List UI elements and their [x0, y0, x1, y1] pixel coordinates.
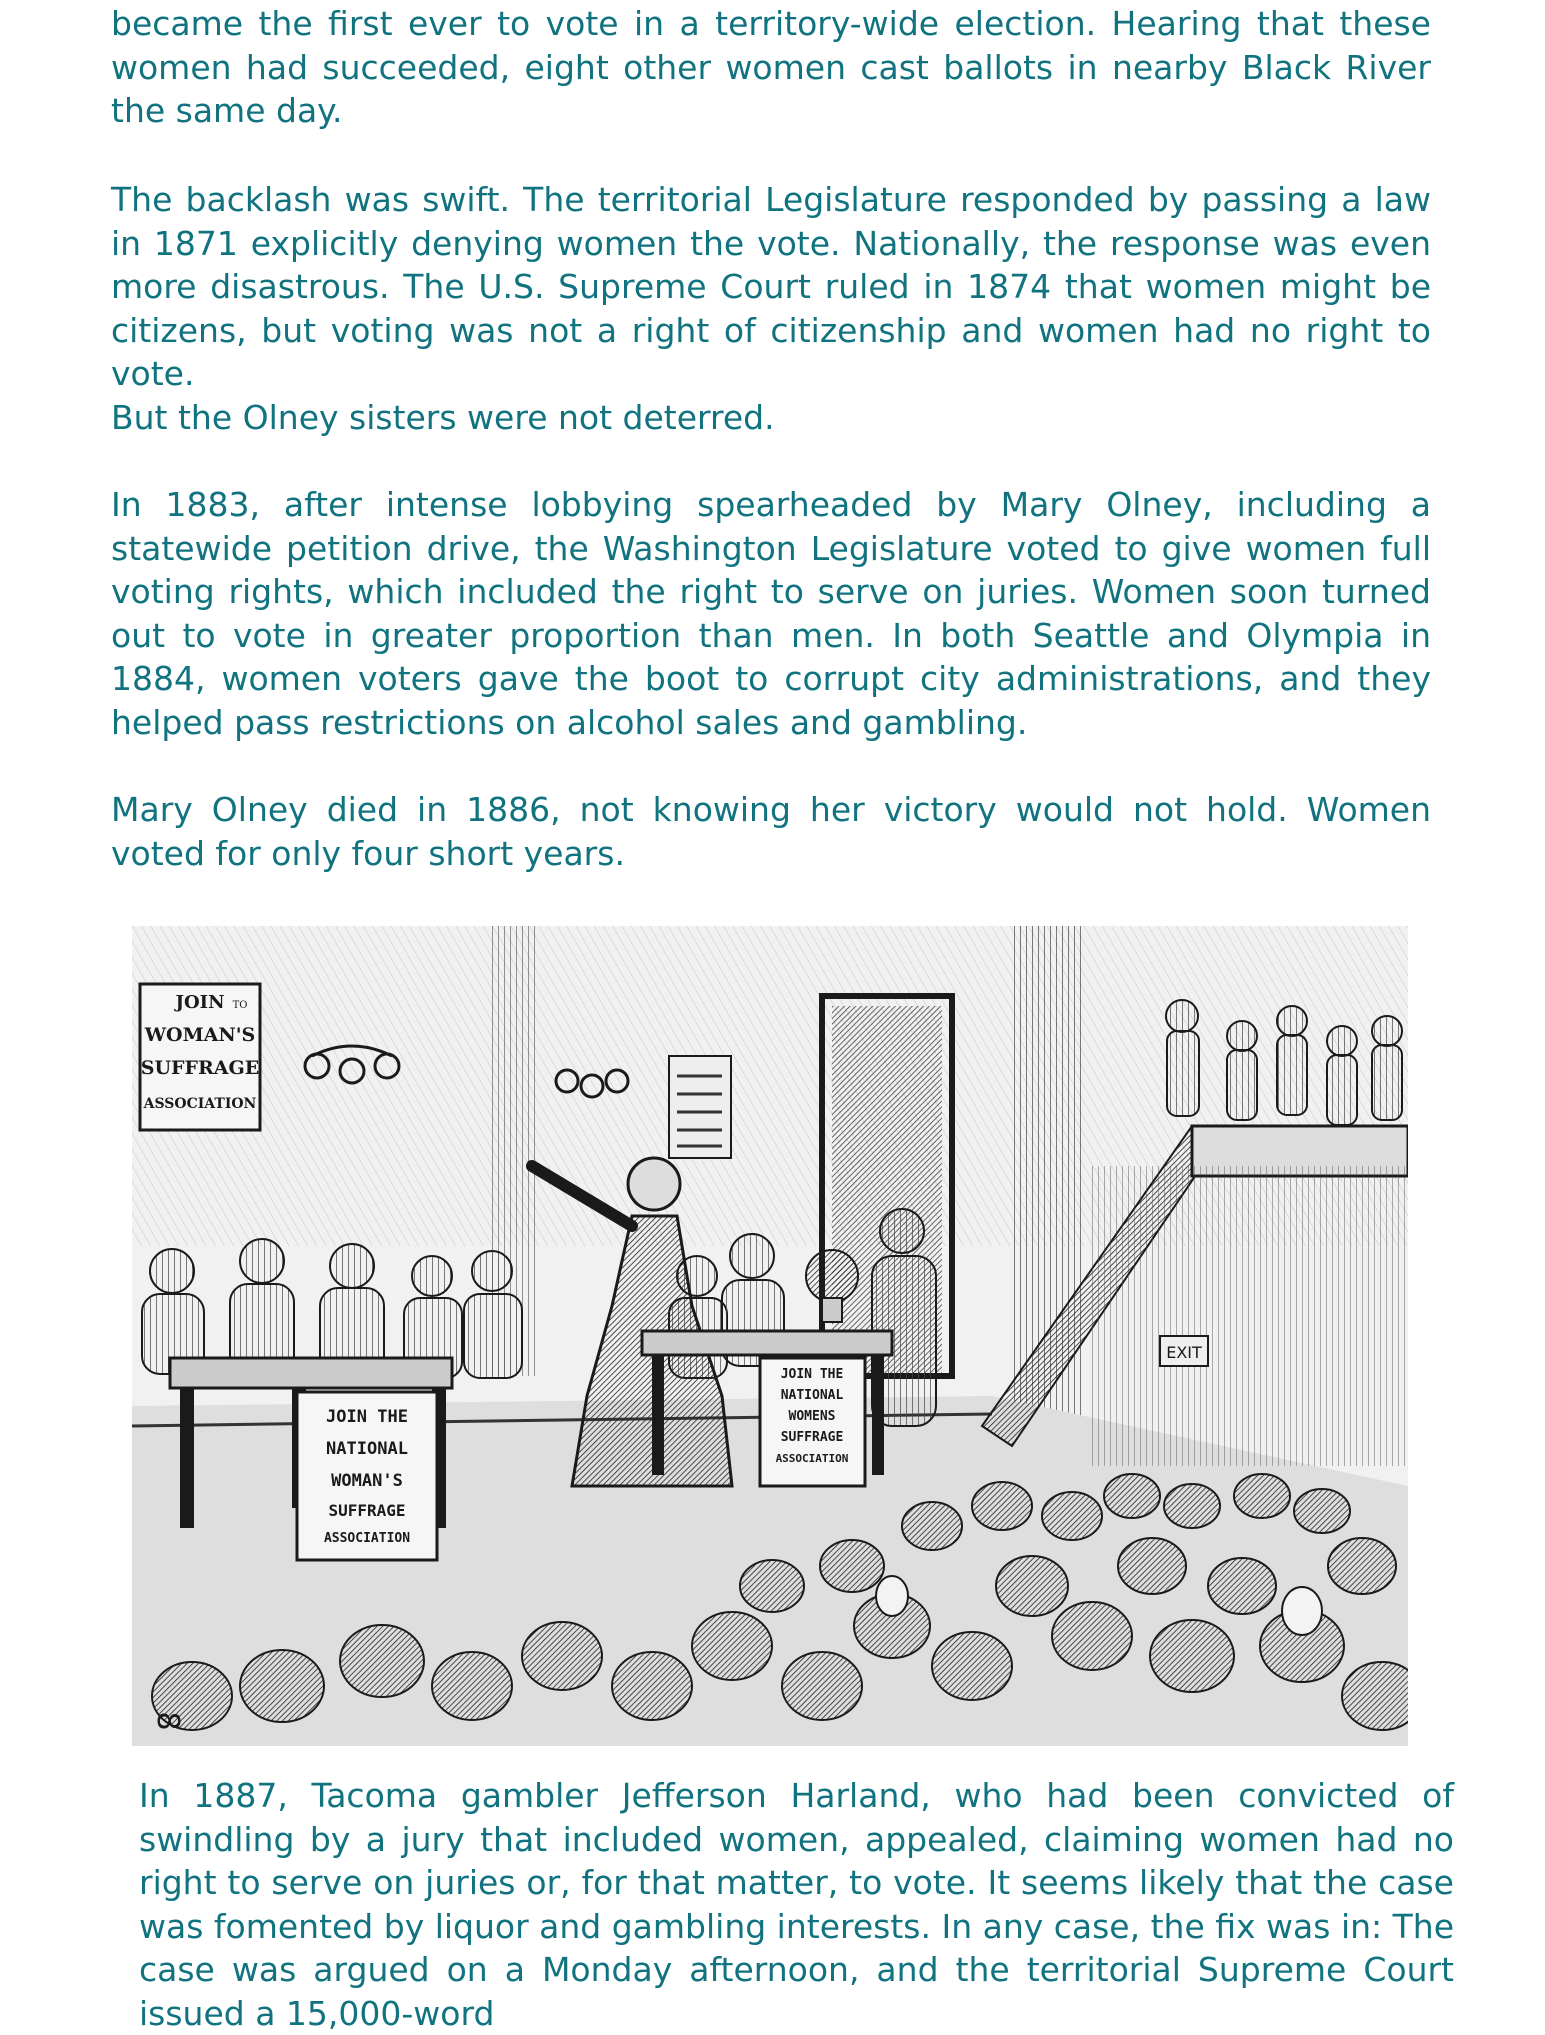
paragraph-mary-olney-death: Mary Olney died in 1886, not knowing her victory would not hold. Women voted for only four short years.: [111, 790, 1431, 873]
table-sign-left-line-4: SUFFRAGE: [328, 1501, 406, 1520]
corner-number: 8: [150, 1711, 185, 1731]
table-sign-left-line-2: NATIONAL: [326, 1439, 408, 1459]
table-sign-left-line-1: JOIN THE: [326, 1407, 408, 1427]
table-sign-right-line-5: ASSOCIATION: [775, 1452, 849, 1465]
paragraph-backlash: The backlash was swift. The territorial Legislature responded by passing a law in 1871 explicitly denying women the vote. Nationally, the response was even more disastrous. The U.S. Supreme Court ruled in 1874 that women might be citizens, but voting was not a right of citizenship and women had no right to vote.: [111, 180, 1431, 393]
wall-sign: [140, 984, 260, 1130]
paragraph-1887-harland-case: In 1887, Tacoma gambler Jefferson Harland, who had been convicted of swindling by a jury that included women, appealed, claiming women had no right to serve on juries or, for that matter, to vote. It seems likely that the case was fomented by liquor and gambling interests. In any case, the fix was in: The case was argued on a Monday afternoon, and the territorial Supreme Court issued a 15,000-word: [139, 1776, 1455, 2033]
wall-poster: [669, 1056, 731, 1158]
table-sign-left-line-5: ASSOCIATION: [323, 1531, 411, 1546]
audience-face: [876, 1576, 908, 1616]
paragraph-1883-voting-rights: In 1883, after intense lobbying spearheaded by Mary Olney, including a statewide petition drive, the Washington Legislature voted to give women full voting rights, which included the right to serve on juries. Women soon turned out to vote in greater proportion than men. In both Seattle and Olympia in 1884, women voters gave the boot to corrupt city administrations, and they helped pass restrictions on alcohol sales and gambling.: [111, 485, 1431, 742]
table-sign-right-line-3: WOMENS: [788, 1409, 836, 1424]
suffrage-meeting-engraving: [132, 926, 1408, 1746]
paragraph-first-vote: became the first ever to vote in a territory-wide election. Hearing that these women had succeeded, eight other women cast ballots in nearby Black River the same day.: [111, 4, 1431, 130]
wall-sign-line-2: TO: [232, 1000, 248, 1011]
table-sign-right-line-1: JOIN THE: [780, 1367, 844, 1382]
table-sign-right-line-2: NATIONAL: [780, 1388, 844, 1403]
exit-sign: [1160, 1336, 1208, 1366]
table-sign-left-line-3: WOMAN'S: [331, 1471, 403, 1491]
audience-face: [1282, 1587, 1322, 1635]
wall-sign-line-1: JOIN: [175, 992, 225, 1013]
paragraph-olney-sisters: But the Olney sisters were not deterred.: [111, 398, 775, 437]
exit-sign-text: EXIT: [1166, 1343, 1202, 1362]
table-sign-right-line-4: SUFFRAGE: [780, 1430, 844, 1445]
wall-sign-line-5: ASSOCIATION: [143, 1096, 257, 1112]
engraving-drawing: [132, 926, 1408, 1746]
wall-sign-line-4: SUFFRAGE: [140, 1057, 260, 1079]
wall-sign-line-3: WOMAN'S: [144, 1024, 256, 1046]
